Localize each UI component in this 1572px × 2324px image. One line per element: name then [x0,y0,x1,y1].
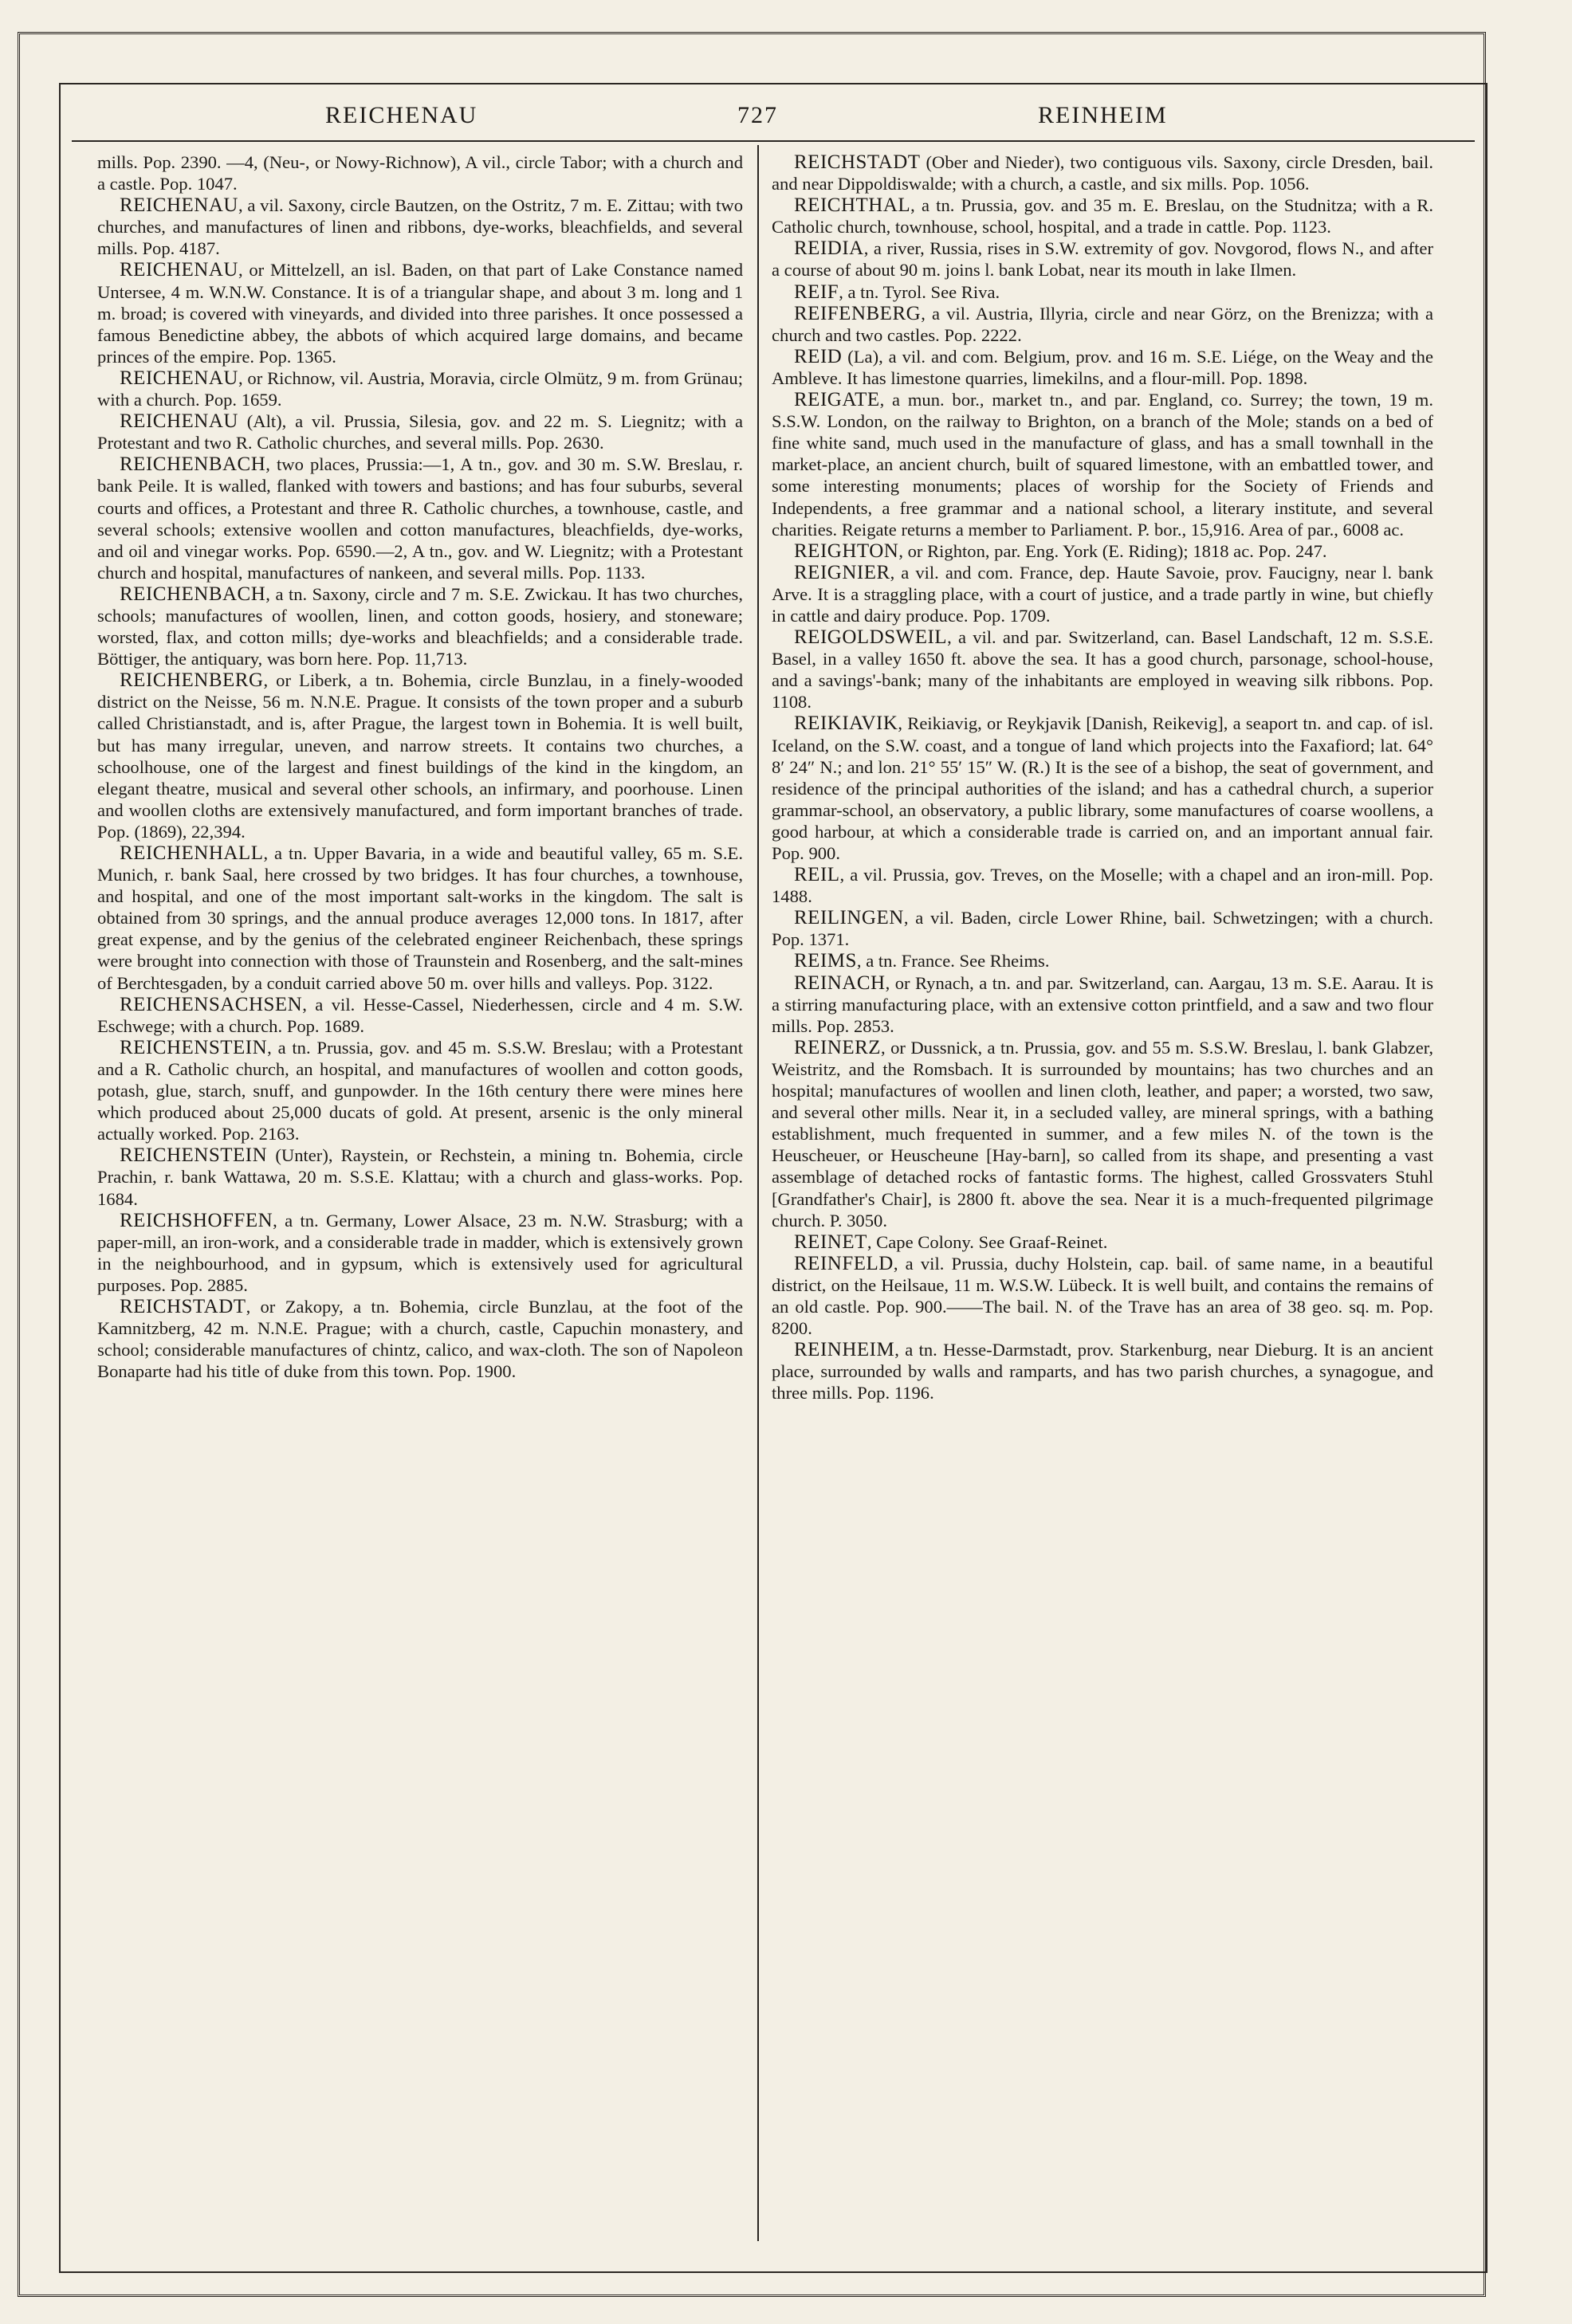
dictionary-entry [772,562,1433,626]
entry-headword: REICHENBACH [120,453,266,476]
entry-text: mills. Pop. 2390. —4, (Neu-, or Nowy-Richnow), A vil., circle Tabor; with a church and a castle. Pop. 1047. [97,152,743,194]
entry-headword: REIFENBERG [794,302,922,324]
entry-headword: REIF [794,281,839,303]
entry-text: , or Zakopy, a tn. Bohemia, circle Bunzlau, at the foot of the Kamnitzberg, 42 m. N.N.E. Prague; with a church, castle, Capuchin monastery, and school; considerable manufactures of chintz, calico, and wax-cloth. The son of Napoleon Bonaparte had his title of duke from this town. Pop. 1900. [97,1296,743,1382]
entry-text: , or Righton, par. Eng. York (E. Riding); 1818 ac. Pop. 247. [898,540,1327,561]
entry-text: , a vil. Prussia, gov. Treves, on the Moselle; with a chapel and an iron-mill. Pop. 1488. [772,865,1433,907]
entry-text: , a vil. Baden, circle Lower Rhine, bail. Schwetzingen; with a church. Pop. 1371. [772,908,1433,950]
dictionary-entry [772,972,1433,1037]
entry-headword: REINERZ [794,1036,882,1058]
dictionary-entry [97,1296,743,1382]
dictionary-entry [97,1144,743,1209]
entry-text: , a tn. Tyrol. See Riva. [839,281,1000,302]
entry-headword: REIGHTON [794,540,899,562]
right-column [772,151,1433,2240]
dictionary-entry [97,194,743,259]
dictionary-entry [97,453,743,583]
entry-text: , Reikiavig, or Reykjavik [Danish, Reikevig], a seaport tn. and cap. of isl. Iceland, on the S.W. coast, and a tongue of land which projects into the Faxafiord; lat. 64° 8′ 24″ N.; and lon. 21° 55′ 15″ W. (R.) It is the see of a bishop, the seat of government, and residence of the principal authorities of the island; and has a cathedral church, a superior grammar-school, an observatory, a public library, some manufactures of coarse woollens, a good harbour, at which a considerable trade is carried on, and an important annual fair. Pop. 900. [772,713,1433,863]
dictionary-entry [97,583,743,669]
dictionary-entry [97,1037,743,1144]
entry-text: , a vil. Prussia, duchy Holstein, cap. bail. of same name, in a beautiful district, on the Heilsaue, 11 m. W.S.W. Lübeck. It is well built, and contains the remains of an old castle. Pop. 900.——The bail. N. of the Trave has an area of 38 geo. sq. m. Pop. 8200. [772,1253,1433,1339]
entry-text: , or Dussnick, a tn. Prussia, gov. and 55 m. S.S.W. Breslau, l. bank Glabzer, Weistritz, and the Romsbach. It is surrounded by mountains; has two churches and an hospital; manufactures of woollen and linen cloth, leather, and paper; a worsted, two saw, and several other mills. Near it, in a secluded valley, are mineral springs, with a bathing establishment, much frequented in summer, and a few miles N. of the town is the Heuscheuer, or Heuscheune [Hay-barn], so called from its shape, and presenting a vast assemblage of detached rocks of fantastic forms. The highest, called Grossvaters Stuhl [Grandfather's Chair], is 2800 ft. above the sea. Near it is a much-frequented pilgrimage church. P. 3050. [772,1037,1433,1231]
dictionary-entry [772,713,1433,864]
entry-headword: REICHSHOFFEN [120,1209,273,1231]
entry-headword: REINET [794,1231,867,1253]
entry-text: , Cape Colony. See Graaf-Reinet. [867,1231,1108,1252]
entry-headword: REICHENBACH [120,583,266,605]
entry-text: , or Liberk, a tn. Bohemia, circle Bunzlau, in a finely-wooded district on the Neisse, 56 m. N.N.E. Prague. It consists of the town proper and a suburb called Christianstadt, and is, after Prague, the largest town in Bohemia. It is well built, but has many irregular, uneven, and narrow streets. It contains two churches, a schoolhouse, one of the largest and finest buildings of the kind in the kingdom, an elegant theatre, musical and several other schools, an infirmary, and poorhouse. Linen and woollen cloths are extensively manufactured, and form important branches of trade. Pop. (1869), 22,394. [97,670,743,842]
entry-text: (La), a vil. and com. Belgium, prov. and 16 m. S.E. Liége, on the Weay and the Ambleve. It has limestone quarries, limekilns, and a flour-mill. Pop. 1898. [772,346,1433,388]
entry-text: , or Rynach, a tn. and par. Switzerland, can. Aargau, 13 m. S.E. Aarau. It is a stirring manufacturing place, with an extensive cotton printfield, and a saw and two flour mills. Pop. 2853. [772,972,1433,1036]
dictionary-entry [772,238,1433,281]
entry-headword: REICHSTADT [120,1295,246,1317]
entry-text: , a vil. Hesse-Cassel, Niederhessen, circle and 4 m. S.W. Eschwege; with a church. Pop. 1689. [97,994,743,1036]
entry-text: , a river, Russia, rises in S.W. extremity of gov. Novgorod, flows N., and after a course of about 90 m. joins l. bank Lobat, near its mouth in lake Ilmen. [772,238,1433,281]
dictionary-entry [772,1253,1433,1339]
entry-text: , a tn. Hesse-Darmstadt, prov. Starkenburg, near Dieburg. It is an ancient place, surrounded by walls and ramparts, and has two parish churches, a synagogue, and three mills. Pop. 1196. [772,1340,1433,1403]
entry-headword: REICHENHALL [120,842,264,864]
entry-headword: REID [794,345,843,367]
entry-headword: REILINGEN [794,907,904,929]
entry-headword: REICHENSTEIN [120,1144,268,1167]
dictionary-entry [772,194,1433,238]
running-header [72,102,1475,140]
entry-headword: REIGOLDSWEIL [794,626,948,649]
dictionary-entry [772,626,1433,713]
entry-headword: REIKIAVIK [794,713,898,735]
dictionary-entry [772,281,1433,303]
entry-headword: REIDIA [794,238,864,260]
dictionary-entry [97,842,743,994]
entry-text: (Alt), a vil. Prussia, Silesia, gov. and 22 m. S. Liegnitz; with a Protestant and two R. Catholic churches, and several mills. Pop. 2630. [97,411,743,453]
dictionary-entry [772,540,1433,562]
entry-text: , or Richnow, vil. Austria, Moravia, circle Olmütz, 9 m. from Grünau; with a church. Pop. 1659. [97,367,743,410]
entry-headword: REICHENAU [120,194,238,217]
entry-text: , a tn. France. See Rheims. [856,951,1050,972]
dictionary-entry [772,389,1433,540]
page-number: 727 [737,102,778,128]
dictionary-entry [772,346,1433,389]
dictionary-entry [772,151,1433,194]
dictionary-entry [772,950,1433,972]
dictionary-entry [97,367,743,410]
dictionary-entry [772,1037,1433,1231]
dictionary-entry [772,1231,1433,1253]
entry-text: , a tn. Germany, Lower Alsace, 23 m. N.W. Strasburg; with a paper-mill, an iron-work, and a considerable trade in madder, which is extensively grown in the neighbourhood, and in gypsum, which is extensively used for agricultural purposes. Pop. 2885. [97,1210,743,1295]
dictionary-entry [772,1339,1433,1403]
entry-text: , a mun. bor., market tn., and par. England, co. Surrey; the town, 19 m. S.S.W. London, on the railway to Brighton, on a branch of the Mole; stands on a bed of fine white sand, much used in the manufacture of glass, and has a small townhall in the market-place, an ancient church, built of squared limestone, with an embattled tower, and some interesting monuments; places of worship for the Society of Friends and Independents, a free grammar and a national school, a literary institute, and several charities. Reigate returns a member to Parliament. P. bor., 15,916. Area of par., 6008 ac. [772,390,1433,540]
entry-headword: REIGNIER [794,561,890,583]
entry-headword: REICHENAU [120,367,238,389]
entry-text: (Ober and Nieder), two contiguous vils. Saxony, circle Dresden, bail. and near Dippoldiswalde; with a church, a castle, and six mills. Pop. 1056. [772,152,1433,194]
entry-headword: REICHTHAL [794,194,911,217]
entry-headword: REINACH [794,972,886,994]
entry-headword: REICHENAU [120,259,238,281]
entry-headword: REIGATE [794,389,880,411]
entry-headword: REICHENSACHSEN [120,993,303,1015]
header-rule [72,140,1475,142]
header-right-guideword: REINHEIM [1038,102,1168,128]
entry-text: , a vil. and com. France, dep. Haute Savoie, prov. Faucigny, near l. bank Arve. It is a straggling place, with a court of justice, and a trade partly in wine, but chiefly in cattle and dairy produce. Pop. 1709. [772,562,1433,626]
column-divider [757,145,759,2241]
entry-text: , a vil. and par. Switzerland, can. Basel Landschaft, 12 m. S.S.E. Basel, in a valley 1650 ft. above the sea. It has a good church, parsonage, school-house, and a savings'-bank; many of the inhabitants are employed in weaving silk ribbons. Pop. 1108. [772,627,1433,713]
dictionary-entry [97,259,743,367]
entry-headword: REICHENBERG [120,669,264,692]
entry-text: , a tn. Prussia, gov. and 35 m. E. Breslau, on the Studnitza; with a R. Catholic church, townhouse, school, hospital, and a trade in cattle. Pop. 1123. [772,195,1433,238]
entry-text: , a tn. Upper Bavaria, in a wide and beautiful valley, 65 m. S.E. Munich, r. bank Saal, here crossed by two bridges. It has four churches, a townhouse, and hospital, and one of the most important salt-works in the kingdom. The salt is obtained from 30 springs, and the annual produce averages 12,000 tons. In 1817, after great expense, and by the genius of the celebrated engineer Reichenbach, these springs were brought into connection with those of Traunstein and Rosenberg, and the salt-mines of Berchtesgaden, by a conduit carried above 50 m. over hills and valleys. Pop. 3122. [97,843,743,993]
entry-headword: REINFELD [794,1252,894,1274]
dictionary-entry [97,669,743,842]
entry-text: (Unter), Raystein, or Rechstein, a mining tn. Bohemia, circle Prachin, r. bank Wattawa, 20 m. S.S.E. Klattau; with a church and glass-works. Pop. 1684. [97,1145,743,1209]
header-left-guideword: REICHENAU [325,102,478,128]
entry-text: , two places, Prussia:—1, A tn., gov. and 30 m. S.W. Breslau, r. bank Peile. It is walled, flanked with towers and bastions; and has four suburbs, several courts and offices, a Protestant and three R. Catholic churches, a townhouse, castle, and several schools; extensive woollen and cotton manufactures, bleachfields, dye-works, and oil and vinegar works. Pop. 6590.—2, A tn., gov. and W. Liegnitz; with a Protestant church and hospital, manufactures of nankeen, and several mills. Pop. 1133. [97,454,743,583]
dictionary-entry [97,151,743,194]
entry-headword: REINHEIM [794,1339,895,1361]
dictionary-entry [772,907,1433,950]
entry-text: , or Mittelzell, an isl. Baden, on that part of Lake Constance named Untersee, 4 m. W.N.W. Constance. It is of a triangular shape, and about 3 m. long and 1 m. broad; is covered with vineyards, and divided into three parishes. It once possessed a famous Benedictine abbey, the abbots of which acquired large domains, and became princes of the empire. Pop. 1365. [97,260,743,367]
entry-text: , a vil. Austria, Illyria, circle and near Görz, on the Brenizza; with a church and two castles. Pop. 2222. [772,303,1433,345]
entry-text: , a tn. Prussia, gov. and 45 m. S.S.W. Breslau; with a Protestant and a R. Catholic church, an hospital, and manufactures of woollen and cotton goods, potash, glue, starch, snuff, and gunpowder. In the 16th century there were mines here which produced about 25,000 ducats of gold. At present, arsenic is the only mineral actually worked. Pop. 2163. [97,1037,743,1144]
dictionary-entry [97,1210,743,1296]
entry-text: , a tn. Saxony, circle and 7 m. S.E. Zwickau. It has two churches, schools; manufactures of woollen, linen, and cotton goods, hosiery, and stoneware; worsted, flax, and cotton mills; dye-works and bleachfields; and a considerable trade. Böttiger, the antiquary, was born here. Pop. 11,713. [97,583,743,669]
entry-text: , a vil. Saxony, circle Bautzen, on the Ostritz, 7 m. E. Zittau; with two churches, and manufactures of linen and ribbons, dye-works, bleachfields, and several mills. Pop. 4187. [97,195,743,259]
entry-headword: REIL [794,864,840,886]
entry-headword: REIMS [794,950,857,972]
dictionary-entry [772,303,1433,346]
entry-headword: REICHSTADT [794,151,921,173]
dictionary-entry [97,994,743,1037]
entry-headword: REICHENSTEIN [120,1036,268,1058]
left-column [97,151,743,2240]
dictionary-entry [97,410,743,453]
dictionary-entry [772,864,1433,907]
entry-headword: REICHENAU [120,410,238,433]
